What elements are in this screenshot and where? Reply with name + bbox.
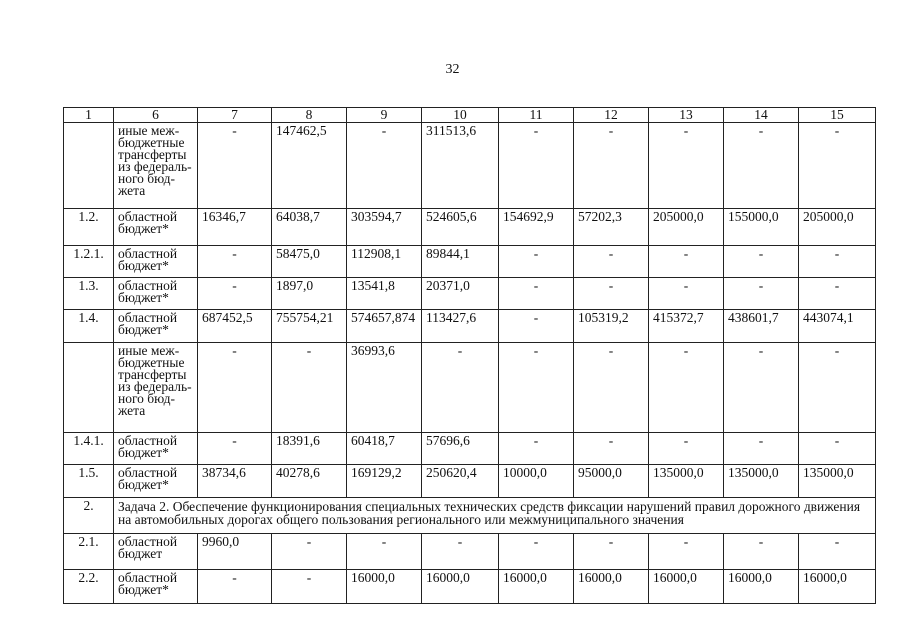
budget-table xyxy=(63,107,876,604)
value-cell: 16000,0 xyxy=(347,570,422,604)
value-cell: - xyxy=(198,246,272,278)
value-cell: 687452,5 xyxy=(198,310,272,343)
value-cell: - xyxy=(574,123,649,209)
value-cell: 755754,21 xyxy=(272,310,347,343)
row-code-cell: 1.2.1. xyxy=(64,246,114,278)
value-cell: 16000,0 xyxy=(724,570,799,604)
value-cell: - xyxy=(499,246,574,278)
table-row xyxy=(64,343,876,433)
value-cell: 58475,0 xyxy=(272,246,347,278)
column-number-cell: 10 xyxy=(422,108,499,123)
value-cell: 18391,6 xyxy=(272,433,347,465)
row-code-cell: 2.1. xyxy=(64,534,114,570)
value-cell: - xyxy=(574,534,649,570)
value-cell: - xyxy=(272,343,347,433)
funding-source-cell: областной бюджет* xyxy=(114,310,198,343)
value-cell: - xyxy=(499,343,574,433)
task-description-cell: Задача 2. Обеспечение функционирования специальных технических средств фиксации нарушений правил дорожного движения на автомобильных дорогах общего пользования регионального или межмуниципального значения xyxy=(114,498,876,534)
value-cell: 38734,6 xyxy=(198,465,272,498)
value-cell: 95000,0 xyxy=(574,465,649,498)
column-number-cell: 15 xyxy=(799,108,876,123)
value-cell: - xyxy=(198,570,272,604)
value-cell: 415372,7 xyxy=(649,310,724,343)
value-cell: 443074,1 xyxy=(799,310,876,343)
value-cell: 64038,7 xyxy=(272,209,347,246)
value-cell: 112908,1 xyxy=(347,246,422,278)
row-code-cell: 1.5. xyxy=(64,465,114,498)
funding-source-cell: областной бюджет* xyxy=(114,570,198,604)
value-cell: - xyxy=(499,278,574,310)
funding-source-cell: иные меж-бюджетные трансферты из федераль-ного бюд-жета xyxy=(114,123,198,209)
funding-source-cell: областной бюджет xyxy=(114,534,198,570)
value-cell: - xyxy=(799,246,876,278)
value-cell: 16346,7 xyxy=(198,209,272,246)
value-cell: 205000,0 xyxy=(649,209,724,246)
table-row xyxy=(64,278,876,310)
value-cell: - xyxy=(574,246,649,278)
value-cell: 1897,0 xyxy=(272,278,347,310)
row-code-cell: 1.4.1. xyxy=(64,433,114,465)
value-cell: 57202,3 xyxy=(574,209,649,246)
value-cell: 57696,6 xyxy=(422,433,499,465)
value-cell: - xyxy=(799,278,876,310)
value-cell: 60418,7 xyxy=(347,433,422,465)
value-cell: - xyxy=(649,433,724,465)
value-cell: - xyxy=(574,343,649,433)
table-row xyxy=(64,570,876,604)
value-cell: - xyxy=(799,123,876,209)
column-number-cell: 13 xyxy=(649,108,724,123)
value-cell: - xyxy=(574,433,649,465)
value-cell: - xyxy=(724,343,799,433)
value-cell: - xyxy=(422,534,499,570)
value-cell: - xyxy=(649,123,724,209)
value-cell: - xyxy=(649,343,724,433)
value-cell: - xyxy=(499,534,574,570)
value-cell: - xyxy=(198,433,272,465)
value-cell: - xyxy=(799,433,876,465)
value-cell: 16000,0 xyxy=(574,570,649,604)
value-cell: - xyxy=(724,246,799,278)
value-cell: - xyxy=(422,343,499,433)
column-number-cell: 7 xyxy=(198,108,272,123)
value-cell: 303594,7 xyxy=(347,209,422,246)
value-cell: 20371,0 xyxy=(422,278,499,310)
value-cell: - xyxy=(649,246,724,278)
value-cell: 250620,4 xyxy=(422,465,499,498)
funding-source-cell: иные меж-бюджетные трансферты из федераль-ного бюд-жета xyxy=(114,343,198,433)
value-cell: 16000,0 xyxy=(499,570,574,604)
column-number-cell: 9 xyxy=(347,108,422,123)
value-cell: - xyxy=(198,123,272,209)
value-cell: 574657,874 xyxy=(347,310,422,343)
value-cell: 135000,0 xyxy=(649,465,724,498)
value-cell: 36993,6 xyxy=(347,343,422,433)
value-cell: - xyxy=(499,433,574,465)
value-cell: 89844,1 xyxy=(422,246,499,278)
column-number-cell: 1 xyxy=(64,108,114,123)
column-number-cell: 14 xyxy=(724,108,799,123)
value-cell: - xyxy=(499,310,574,343)
value-cell: 154692,9 xyxy=(499,209,574,246)
funding-source-cell: областной бюджет* xyxy=(114,433,198,465)
row-code-cell xyxy=(64,343,114,433)
value-cell: 311513,6 xyxy=(422,123,499,209)
value-cell: 135000,0 xyxy=(724,465,799,498)
value-cell: 16000,0 xyxy=(799,570,876,604)
column-number-cell: 12 xyxy=(574,108,649,123)
value-cell: 13541,8 xyxy=(347,278,422,310)
value-cell: 155000,0 xyxy=(724,209,799,246)
column-number-cell: 11 xyxy=(499,108,574,123)
value-cell: - xyxy=(799,343,876,433)
task-row xyxy=(64,498,876,534)
value-cell: 147462,5 xyxy=(272,123,347,209)
page-number: 32 xyxy=(445,62,460,77)
table-row xyxy=(64,465,876,498)
value-cell: - xyxy=(724,123,799,209)
table-header-row xyxy=(64,108,876,123)
value-cell: - xyxy=(724,278,799,310)
value-cell: - xyxy=(574,278,649,310)
value-cell: 40278,6 xyxy=(272,465,347,498)
value-cell: - xyxy=(649,534,724,570)
value-cell: 205000,0 xyxy=(799,209,876,246)
value-cell: - xyxy=(198,278,272,310)
column-number-cell: 6 xyxy=(114,108,198,123)
value-cell: - xyxy=(272,570,347,604)
table-row xyxy=(64,310,876,343)
value-cell: - xyxy=(499,123,574,209)
row-code-cell: 1.4. xyxy=(64,310,114,343)
value-cell: - xyxy=(198,343,272,433)
table-row xyxy=(64,209,876,246)
value-cell: - xyxy=(649,278,724,310)
value-cell: - xyxy=(724,433,799,465)
value-cell: 169129,2 xyxy=(347,465,422,498)
table-row xyxy=(64,123,876,209)
value-cell: - xyxy=(347,534,422,570)
value-cell: - xyxy=(724,534,799,570)
table-row xyxy=(64,534,876,570)
funding-source-cell: областной бюджет* xyxy=(114,465,198,498)
row-code-cell: 1.2. xyxy=(64,209,114,246)
value-cell: 113427,6 xyxy=(422,310,499,343)
value-cell: 524605,6 xyxy=(422,209,499,246)
funding-source-cell: областной бюджет* xyxy=(114,209,198,246)
task-code-cell: 2. xyxy=(64,498,114,534)
value-cell: - xyxy=(272,534,347,570)
row-code-cell xyxy=(64,123,114,209)
row-code-cell: 1.3. xyxy=(64,278,114,310)
value-cell: 10000,0 xyxy=(499,465,574,498)
value-cell: 135000,0 xyxy=(799,465,876,498)
funding-source-cell: областной бюджет* xyxy=(114,278,198,310)
funding-source-cell: областной бюджет* xyxy=(114,246,198,278)
value-cell: 105319,2 xyxy=(574,310,649,343)
column-number-cell: 8 xyxy=(272,108,347,123)
value-cell: - xyxy=(347,123,422,209)
value-cell: - xyxy=(799,534,876,570)
table-row xyxy=(64,433,876,465)
table-row xyxy=(64,246,876,278)
value-cell: 16000,0 xyxy=(649,570,724,604)
value-cell: 9960,0 xyxy=(198,534,272,570)
value-cell: 438601,7 xyxy=(724,310,799,343)
row-code-cell: 2.2. xyxy=(64,570,114,604)
value-cell: 16000,0 xyxy=(422,570,499,604)
